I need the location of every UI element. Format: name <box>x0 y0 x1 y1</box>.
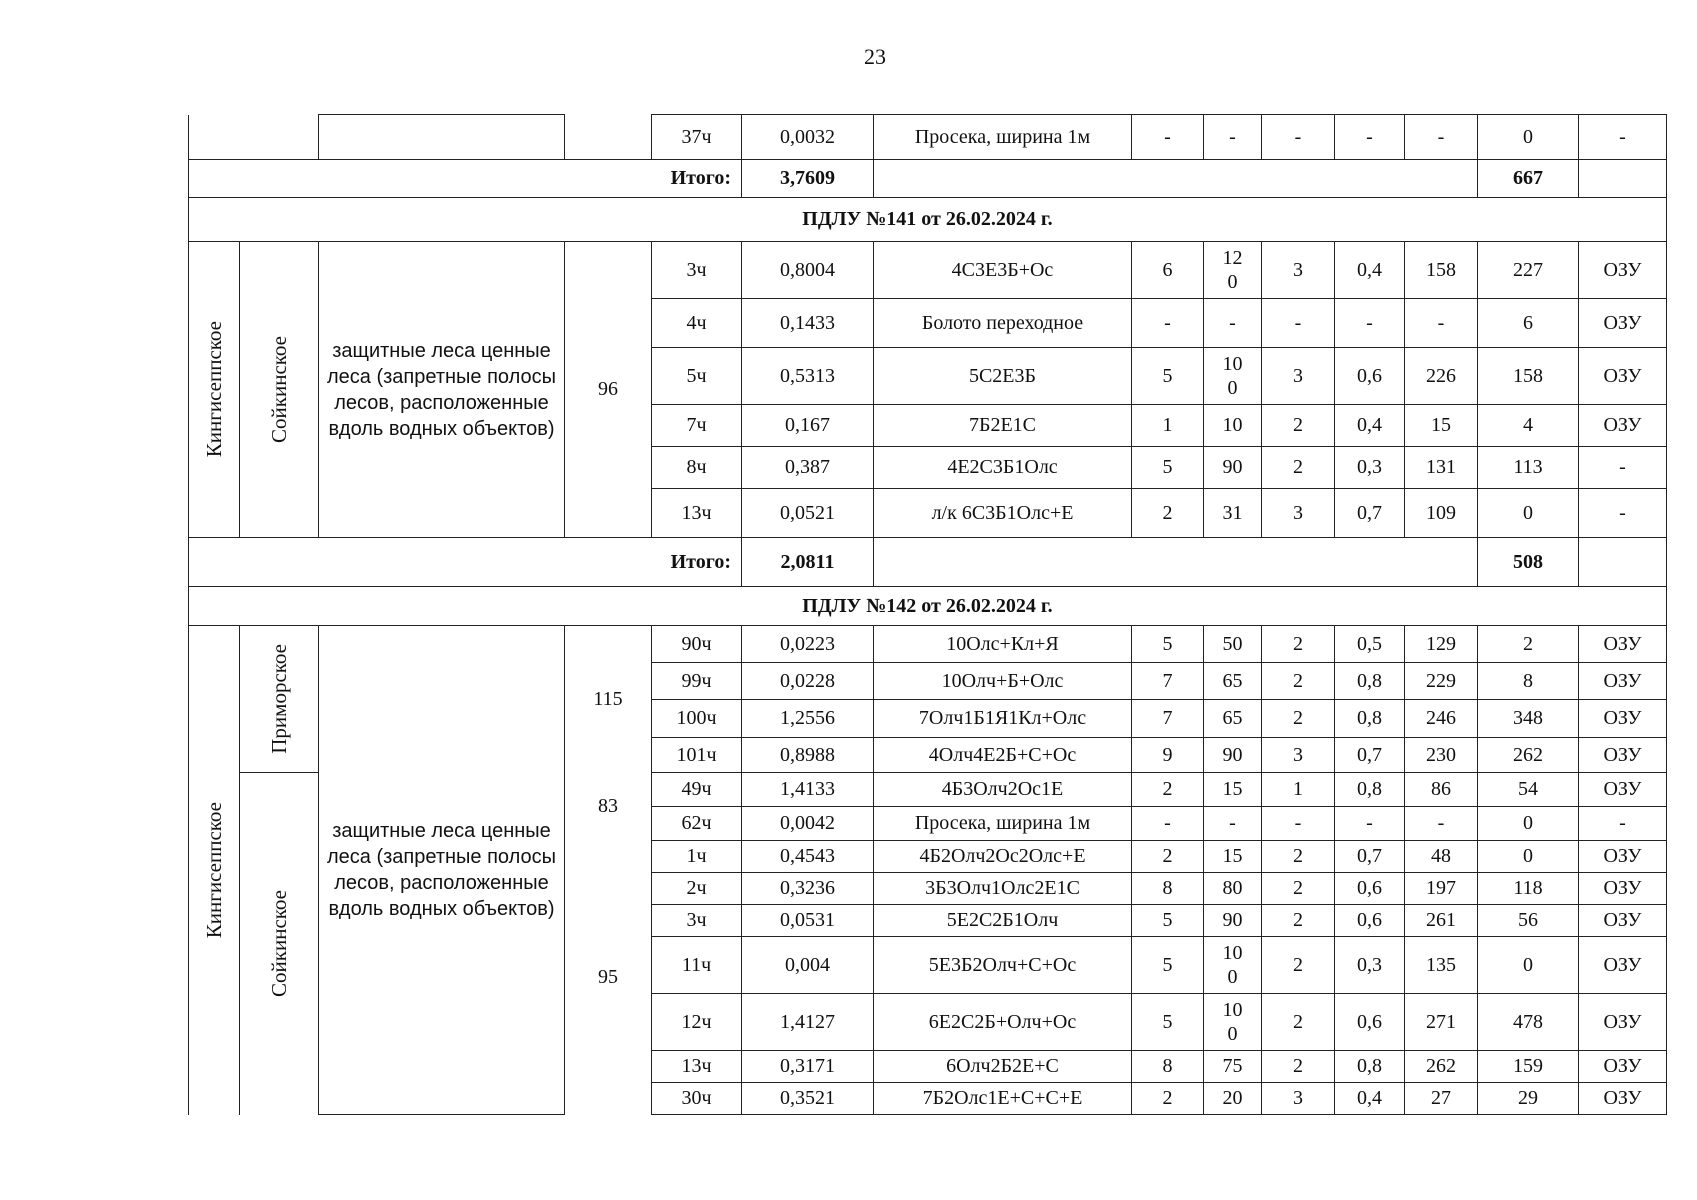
cell-note: ОЗУ <box>1579 738 1667 773</box>
cell-volume: 4 <box>1478 405 1579 447</box>
quarter-number: 83 <box>598 795 618 817</box>
cell-c1: 6 <box>1132 242 1204 299</box>
cell-note: ОЗУ <box>1579 405 1667 447</box>
cell-c1: 5 <box>1132 348 1204 405</box>
cell-c3: 3 <box>1262 348 1335 405</box>
cell-area: 0,0228 <box>742 663 874 700</box>
cell-c4: 0,7 <box>1335 489 1405 538</box>
cell-c4: 0,6 <box>1335 994 1405 1051</box>
cell-composition: л/к 6С3Б1Олс+Е <box>874 489 1132 538</box>
cell-c1: - <box>1132 807 1204 841</box>
cell-c2: 65 <box>1204 700 1262 738</box>
cell-c4: 0,3 <box>1335 937 1405 994</box>
cell-area: 0,3521 <box>742 1083 874 1115</box>
cell-c1: 5 <box>1132 447 1204 489</box>
cell-quarter: 5ч <box>652 348 742 405</box>
forestry-cell: Кингисеппское <box>189 242 240 538</box>
cell-composition: 4Олч4Е2Б+С+Ос <box>874 738 1132 773</box>
cell-c2: - <box>1204 807 1262 841</box>
cell-quarter: 4ч <box>652 299 742 348</box>
cell-note: - <box>1579 807 1667 841</box>
cell-c1: 5 <box>1132 905 1204 937</box>
cell-c2: 90 <box>1204 447 1262 489</box>
cell-c5: 135 <box>1405 937 1478 994</box>
cell-volume: 159 <box>1478 1051 1579 1083</box>
cell-c1: 1 <box>1132 405 1204 447</box>
cell-volume: 0 <box>1478 807 1579 841</box>
cell-c3: 3 <box>1262 1083 1335 1115</box>
cell-c4: 0,8 <box>1335 773 1405 807</box>
cell-quarter: 3ч <box>652 905 742 937</box>
cell-c2: 10 <box>1204 405 1262 447</box>
cell-c2: 90 <box>1204 905 1262 937</box>
cell-c3: - <box>1262 807 1335 841</box>
cell-c2: 100 <box>1204 348 1262 405</box>
cell-quarter: 2ч <box>652 873 742 905</box>
cell-c3: 2 <box>1262 937 1335 994</box>
cell-volume: 158 <box>1478 348 1579 405</box>
total-row <box>189 160 1667 198</box>
cell-composition: 4Б2Олч2Ос2Олс+Е <box>874 841 1132 873</box>
cell-composition: 7Олч1Б1Я1Кл+Олс <box>874 700 1132 738</box>
cell-volume: 8 <box>1478 663 1579 700</box>
cell-c3: 2 <box>1262 873 1335 905</box>
cell-area: 1,4133 <box>742 773 874 807</box>
cell-area: 0,5313 <box>742 348 874 405</box>
cell-note: ОЗУ <box>1579 905 1667 937</box>
cell-composition: 5Е3Б2Олч+С+Ос <box>874 937 1132 994</box>
cell-note: ОЗУ <box>1579 626 1667 663</box>
cell-note: ОЗУ <box>1579 937 1667 994</box>
cell-composition: 4С3Е3Б+Ос <box>874 242 1132 299</box>
section-header-row <box>189 198 1667 242</box>
cell-c1: 2 <box>1132 841 1204 873</box>
cell-c5: 48 <box>1405 841 1478 873</box>
cell-volume: 56 <box>1478 905 1579 937</box>
cell-area: 0,0531 <box>742 905 874 937</box>
cell-c5: 261 <box>1405 905 1478 937</box>
cell-c2: - <box>1204 299 1262 348</box>
cell-c3: 2 <box>1262 905 1335 937</box>
district-cell: Сойкинское <box>240 242 319 538</box>
cell-volume: 348 <box>1478 700 1579 738</box>
cell-c4: 0,8 <box>1335 1051 1405 1083</box>
cell-quarter: 3ч <box>652 242 742 299</box>
cell-area: 1,2556 <box>742 700 874 738</box>
cell-c1: - <box>1132 115 1204 160</box>
cell-c2: 50 <box>1204 626 1262 663</box>
cell-c1: 5 <box>1132 937 1204 994</box>
cell-volume: 54 <box>1478 773 1579 807</box>
cell-c4: 0,6 <box>1335 905 1405 937</box>
cell-volume: 262 <box>1478 738 1579 773</box>
cell-area: 0,167 <box>742 405 874 447</box>
cell-area: 1,4127 <box>742 994 874 1051</box>
cell-c3: - <box>1262 299 1335 348</box>
cell-composition: Болото переходное <box>874 299 1132 348</box>
purpose-cell: защитные леса ценные леса (запретные полосы лесов, расположенные вдоль водных объектов) <box>319 242 565 538</box>
cell-c1: 5 <box>1132 994 1204 1051</box>
cell-c3: - <box>1262 115 1335 160</box>
cell-volume: 118 <box>1478 873 1579 905</box>
cell-c4: - <box>1335 299 1405 348</box>
total-area: 3,7609 <box>742 160 874 198</box>
cell-quarter: 7ч <box>652 405 742 447</box>
cell-c5: 158 <box>1405 242 1478 299</box>
cell-note: ОЗУ <box>1579 700 1667 738</box>
cell-note: ОЗУ <box>1579 773 1667 807</box>
cell-composition: 3Б3Олч1Олс2Е1С <box>874 873 1132 905</box>
cell-c1: 9 <box>1132 738 1204 773</box>
cell-quarter: 13ч <box>652 489 742 538</box>
cell-c2: 75 <box>1204 1051 1262 1083</box>
cell-area: 0,0223 <box>742 626 874 663</box>
total-volume: 667 <box>1478 160 1579 198</box>
cell-c4: 0,4 <box>1335 405 1405 447</box>
cell-c3: 2 <box>1262 700 1335 738</box>
forest-plots-table <box>188 114 1667 1115</box>
cell-c5: 109 <box>1405 489 1478 538</box>
cell-c4: - <box>1335 115 1405 160</box>
cell-c3: 3 <box>1262 489 1335 538</box>
cell-note: - <box>1579 447 1667 489</box>
total-label: Итого: <box>189 160 742 198</box>
cell-quarter: 8ч <box>652 447 742 489</box>
cell-composition: 5Е2С2Б1Олч <box>874 905 1132 937</box>
cell-c1: - <box>1132 299 1204 348</box>
cell-c1: 5 <box>1132 626 1204 663</box>
cell-quarter: 49ч <box>652 773 742 807</box>
cell-c5: 15 <box>1405 405 1478 447</box>
cell-note: ОЗУ <box>1579 242 1667 299</box>
cell-c2: - <box>1204 115 1262 160</box>
quarter-number: 96 <box>598 378 618 400</box>
cell-c4: 0,4 <box>1335 242 1405 299</box>
cell-composition: 10Олс+Кл+Я <box>874 626 1132 663</box>
total-row <box>189 538 1667 587</box>
cell-note: ОЗУ <box>1579 299 1667 348</box>
cell-c4: 0,3 <box>1335 447 1405 489</box>
cell-c2: 65 <box>1204 663 1262 700</box>
cell-volume: 6 <box>1478 299 1579 348</box>
cell-c3: 2 <box>1262 447 1335 489</box>
cell-c5: 129 <box>1405 626 1478 663</box>
cell-volume: 2 <box>1478 626 1579 663</box>
section-header: ПДЛУ №141 от 26.02.2024 г. <box>189 198 1667 242</box>
cell-c4: 0,6 <box>1335 873 1405 905</box>
cell-c1: 8 <box>1132 873 1204 905</box>
cell-note: ОЗУ <box>1579 841 1667 873</box>
cell-c3: 2 <box>1262 663 1335 700</box>
cell-volume: 227 <box>1478 242 1579 299</box>
cell-composition: 5С2Е3Б <box>874 348 1132 405</box>
cell-c5: 229 <box>1405 663 1478 700</box>
cell-quarter: 1ч <box>652 841 742 873</box>
cell-quarter: 13ч <box>652 1051 742 1083</box>
cell-c5: 230 <box>1405 738 1478 773</box>
cell-c2: 120 <box>1204 242 1262 299</box>
cell-note: ОЗУ <box>1579 348 1667 405</box>
cell-volume: 0 <box>1478 489 1579 538</box>
quarter-number: 95 <box>598 966 618 988</box>
cell-c1: 8 <box>1132 1051 1204 1083</box>
cell-quarter: 30ч <box>652 1083 742 1115</box>
cell-c2: 100 <box>1204 937 1262 994</box>
cell-c5: 197 <box>1405 873 1478 905</box>
cell-c5: 262 <box>1405 1051 1478 1083</box>
cell-area: 0,8004 <box>742 242 874 299</box>
cell-c2: 15 <box>1204 841 1262 873</box>
page-number: 23 <box>864 44 886 69</box>
cell-c2: 20 <box>1204 1083 1262 1115</box>
cell-area: 0,0042 <box>742 807 874 841</box>
cell-c5: - <box>1405 115 1478 160</box>
cell-c5: - <box>1405 807 1478 841</box>
cell-c1: 2 <box>1132 489 1204 538</box>
cell-c3: 2 <box>1262 994 1335 1051</box>
cell-c4: 0,7 <box>1335 841 1405 873</box>
cell-c5: 271 <box>1405 994 1478 1051</box>
cell-c1: 2 <box>1132 773 1204 807</box>
cell-area: 0,1433 <box>742 299 874 348</box>
cell-area: 0,0032 <box>742 115 874 160</box>
cell-c5: 226 <box>1405 348 1478 405</box>
cell-quarter: 37ч <box>652 115 742 160</box>
table-row <box>189 115 1667 160</box>
cell-c3: 2 <box>1262 405 1335 447</box>
cell-quarter: 11ч <box>652 937 742 994</box>
cell-c5: 246 <box>1405 700 1478 738</box>
cell-composition: 7Б2Олс1Е+С+С+Е <box>874 1083 1132 1115</box>
cell-c4: - <box>1335 807 1405 841</box>
cell-c4: 0,8 <box>1335 663 1405 700</box>
cell-quarter: 99ч <box>652 663 742 700</box>
cell-area: 0,8988 <box>742 738 874 773</box>
cell-c2: 15 <box>1204 773 1262 807</box>
cell-c3: 3 <box>1262 242 1335 299</box>
section-header: ПДЛУ №142 от 26.02.2024 г. <box>189 587 1667 626</box>
table-row <box>189 242 1667 299</box>
cell-note: ОЗУ <box>1579 994 1667 1051</box>
cell-c3: 3 <box>1262 738 1335 773</box>
cell-c4: 0,7 <box>1335 738 1405 773</box>
cell-note: ОЗУ <box>1579 663 1667 700</box>
cell-area: 0,0521 <box>742 489 874 538</box>
cell-volume: 0 <box>1478 115 1579 160</box>
cell-c4: 0,6 <box>1335 348 1405 405</box>
cell-composition: 7Б2Е1С <box>874 405 1132 447</box>
cell-c5: 27 <box>1405 1083 1478 1115</box>
cell-composition: 6Олч2Б2Е+С <box>874 1051 1132 1083</box>
cell-composition: 4Б3Олч2Ос1Е <box>874 773 1132 807</box>
cell-volume: 478 <box>1478 994 1579 1051</box>
cell-area: 0,4543 <box>742 841 874 873</box>
cell-c1: 2 <box>1132 1083 1204 1115</box>
cell-area: 0,3171 <box>742 1051 874 1083</box>
cell-volume: 0 <box>1478 841 1579 873</box>
cell-c5: 131 <box>1405 447 1478 489</box>
cell-c1: 7 <box>1132 700 1204 738</box>
total-label: Итого: <box>189 538 742 587</box>
purpose-cell: защитные леса ценные леса (запретные полосы лесов, расположенные вдоль водных объектов) <box>319 626 565 1115</box>
cell-c3: 1 <box>1262 773 1335 807</box>
cell-area: 0,3236 <box>742 873 874 905</box>
cell-composition: 6Е2С2Б+Олч+Ос <box>874 994 1132 1051</box>
cell-c2: 80 <box>1204 873 1262 905</box>
cell-composition: 4Е2С3Б1Олс <box>874 447 1132 489</box>
cell-c4: 0,4 <box>1335 1083 1405 1115</box>
cell-composition: Просека, ширина 1м <box>874 115 1132 160</box>
quarter-number: 115 <box>593 687 623 710</box>
cell-note: ОЗУ <box>1579 1083 1667 1115</box>
cell-c4: 0,5 <box>1335 626 1405 663</box>
cell-c3: 2 <box>1262 1051 1335 1083</box>
total-volume: 508 <box>1478 538 1579 587</box>
table-row <box>189 626 1667 663</box>
cell-volume: 0 <box>1478 937 1579 994</box>
cell-volume: 29 <box>1478 1083 1579 1115</box>
cell-volume: 113 <box>1478 447 1579 489</box>
cell-note: - <box>1579 489 1667 538</box>
cell-area: 0,004 <box>742 937 874 994</box>
forest-table-wrapper <box>188 114 1667 1115</box>
cell-c2: 90 <box>1204 738 1262 773</box>
cell-area: 0,387 <box>742 447 874 489</box>
section-header-row <box>189 587 1667 626</box>
cell-c4: 0,8 <box>1335 700 1405 738</box>
cell-composition: Просека, ширина 1м <box>874 807 1132 841</box>
cell-c3: 2 <box>1262 841 1335 873</box>
cell-quarter: 12ч <box>652 994 742 1051</box>
cell-quarter: 62ч <box>652 807 742 841</box>
cell-note: ОЗУ <box>1579 873 1667 905</box>
cell-quarter: 101ч <box>652 738 742 773</box>
district-cell: Сойкинское <box>240 773 319 1115</box>
cell-c2: 31 <box>1204 489 1262 538</box>
total-area: 2,0811 <box>742 538 874 587</box>
cell-note: - <box>1579 115 1667 160</box>
cell-c1: 7 <box>1132 663 1204 700</box>
cell-c5: 86 <box>1405 773 1478 807</box>
empty-cell <box>319 115 565 160</box>
cell-c2: 100 <box>1204 994 1262 1051</box>
cell-composition: 10Олч+Б+Олс <box>874 663 1132 700</box>
cell-c3: 2 <box>1262 626 1335 663</box>
cell-note: ОЗУ <box>1579 1051 1667 1083</box>
cell-quarter: 100ч <box>652 700 742 738</box>
cell-c5: - <box>1405 299 1478 348</box>
forestry-cell: Кингисеппское <box>189 626 240 1115</box>
district-cell: Приморское <box>240 626 319 773</box>
cell-quarter: 90ч <box>652 626 742 663</box>
